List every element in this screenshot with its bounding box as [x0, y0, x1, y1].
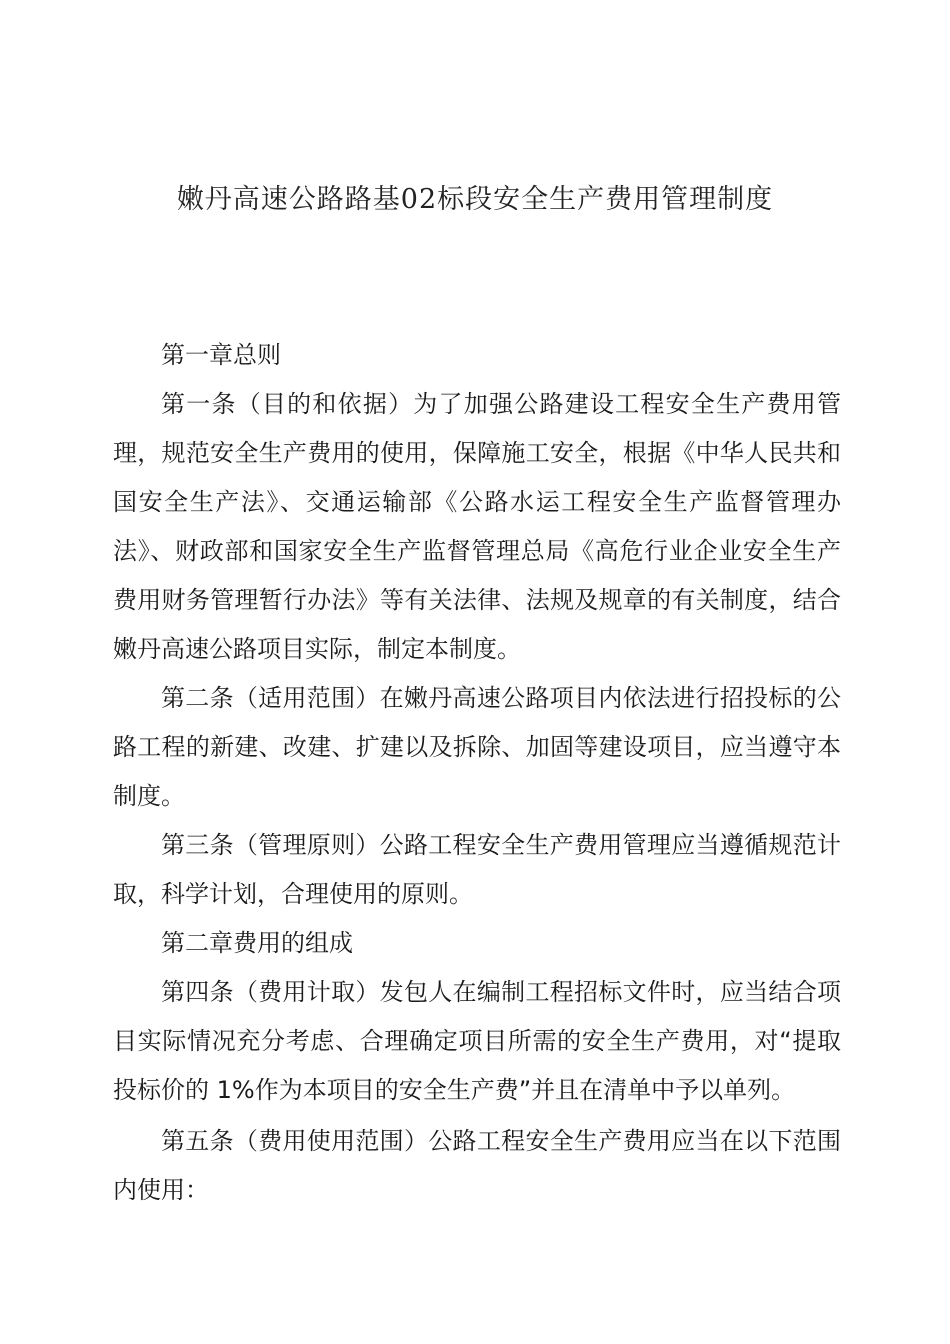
- chapter-heading-1: 第一章总则: [161, 341, 281, 369]
- article-1: 第一条（目的和依据）为了加强公路建设工程安全生产费用管理，规范安全生产费用的使用，保障施工安全，根据《中华人民共和国安全生产法》、交通运输部《公路水运工程安全生产监督管理办法》、财政部和国家安全生产监督管理总局《高危行业企业安全生产费用财务管理暂行办法》等有关法律、法规及规章的有关制度，结合嫩丹高速公路项目实际，制定本制度。: [113, 390, 841, 663]
- document-title: 嫩丹高速公路路基02标段安全生产费用管理制度: [176, 184, 774, 215]
- article-3: 第三条（管理原则）公路工程安全生产费用管理应当遵循规范计取，科学计划，合理使用的原则。: [113, 831, 841, 908]
- article-4: 第四条（费用计取）发包人在编制工程招标文件时，应当结合项目实际情况充分考虑、合理确定项目所需的安全生产费用，对“提取投标价的 1%作为本项目的安全生产费”并且在清单中予以单列。: [113, 978, 841, 1104]
- chapter-heading-2: 第二章费用的组成: [161, 929, 353, 957]
- document-body: [113, 331, 841, 1215]
- article-5: 第五条（费用使用范围）公路工程安全生产费用应当在以下范围内使用：: [113, 1127, 841, 1204]
- article-2: 第二条（适用范围）在嫩丹高速公路项目内依法进行招投标的公路工程的新建、改建、扩建以及拆除、加固等建设项目，应当遵守本制度。: [113, 684, 841, 810]
